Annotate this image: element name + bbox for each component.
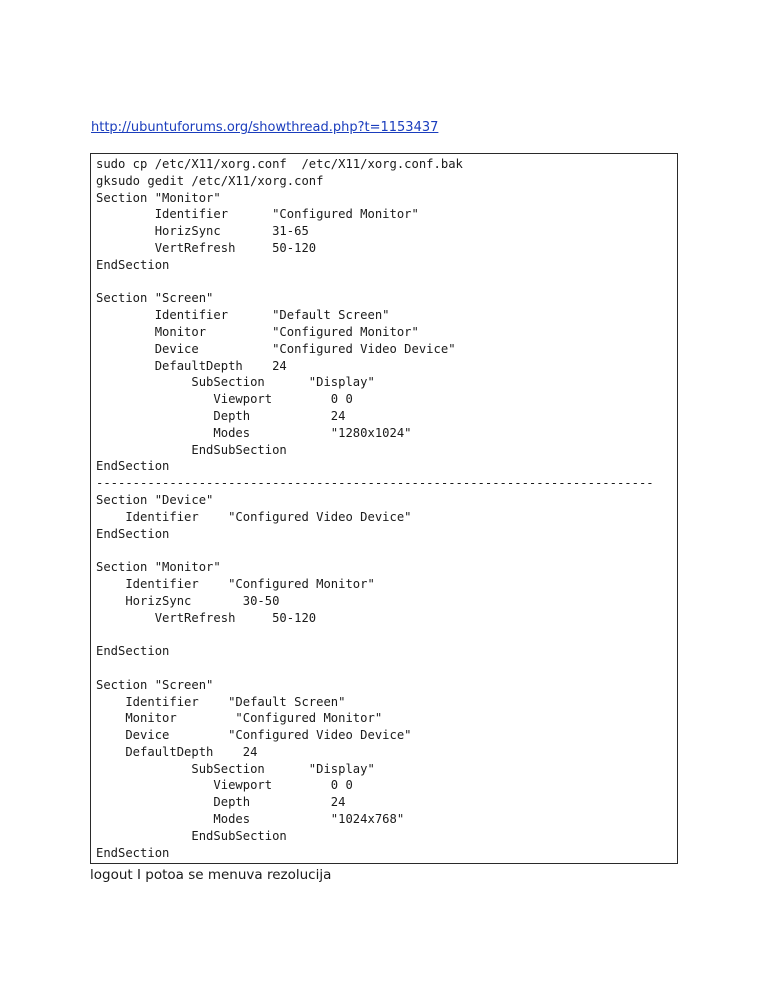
code-line: Device "Configured Video Device" [96,341,456,356]
code-line: sudo cp /etc/X11/xorg.conf /etc/X11/xorg.conf.bak [96,157,463,171]
ubuntuforums-thread-link[interactable]: http://ubuntuforums.org/showthread.php?t=1153437 [91,120,439,135]
code-line [96,660,677,677]
code-line: Section "Monitor" [96,560,221,575]
code-line: EndSection [96,257,170,272]
code-line: Identifier "Default Screen" [96,308,390,323]
code-line: Monitor "Configured Monitor" [96,324,419,339]
code-line: Depth 24 [96,795,346,810]
code-line: Identifier "Configured Video Device" [96,509,412,524]
code-line: Modes "1280x1024" [96,425,412,440]
xorg-config-code-block [90,153,678,864]
code-line: EndSection [96,459,170,474]
code-line: Device "Configured Video Device" [96,728,412,743]
code-line: VertRefresh 50-120 [96,240,317,255]
code-line [96,542,677,559]
code-line: ---------------------------------------------------------------------------- [96,476,654,491]
code-line: EndSubSection [96,828,287,843]
code-line: EndSection [96,845,170,860]
code-line: Section "Monitor" [96,190,221,205]
footer-note: logout I potoa se menuva rezolucija [90,867,332,883]
code-line: SubSection "Display" [96,375,375,390]
code-line: DefaultDepth 24 [96,744,258,759]
code-line: Identifier "Configured Monitor" [96,207,419,222]
code-line: Section "Screen" [96,291,214,306]
code-line [96,626,677,643]
code-line: Viewport 0 0 [96,392,353,407]
code-line: HorizSync 31-65 [96,224,309,239]
code-line: VertRefresh 50-120 [96,610,317,625]
code-line: EndSubSection [96,442,287,457]
code-line: Section "Screen" [96,677,214,692]
code-line: Monitor "Configured Monitor" [96,711,383,726]
code-line: Modes "1024x768" [96,812,405,827]
code-line: Section "Device" [96,492,214,507]
code-line: Viewport 0 0 [96,778,353,793]
code-line: EndSection [96,644,170,659]
code-line [96,274,677,291]
code-line: Identifier "Default Screen" [96,694,346,709]
code-line: Depth 24 [96,408,346,423]
code-line: HorizSync 30-50 [96,593,280,608]
code-line: Identifier "Configured Monitor" [96,576,375,591]
code-line: EndSection [96,526,170,541]
code-line: gksudo gedit /etc/X11/xorg.conf [96,173,324,188]
code-line: DefaultDepth 24 [96,358,287,373]
code-line: SubSection "Display" [96,761,375,776]
